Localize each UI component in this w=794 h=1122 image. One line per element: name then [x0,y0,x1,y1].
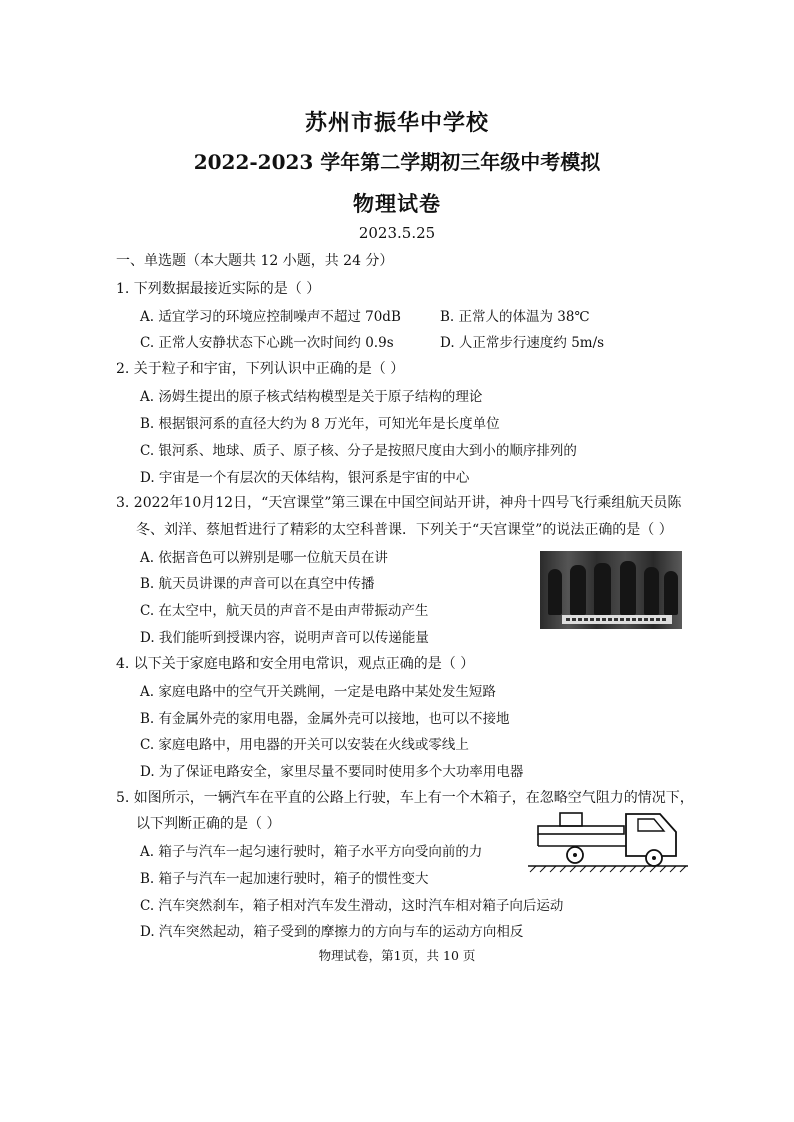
section-heading: 一、单选题（本大题共 12 小题，共 24 分） [116,253,394,269]
school-title: 苏州市振华中学校 [304,110,489,136]
question-2-option-a: A. 汤姆生提出的原子核式结构模型是关于原子结构的理论 [140,389,483,405]
subject-title: 物理试卷 [353,191,441,216]
question-5-stem-line1: 5. 如图所示，一辆汽车在平直的公路上行驶，车上有一个木箱子，在忽略空气阻力的情况下， [116,790,694,806]
question-1-stem: 1. 下列数据最接近实际的是（ ） [116,281,321,297]
question-2-option-b: B. 根据银河系的直径大约为 8 万光年，可知光年是长度单位 [140,416,500,432]
question-4-option-b: B. 有金属外壳的家用电器，金属外壳可以接地，也可以不接地 [140,711,510,727]
question-4-option-a: A. 家庭电路中的空气开关跳闸，一定是电路中某处发生短路 [140,684,496,700]
exam-date: 2023.5.25 [358,224,436,242]
question-3-stem-line1: 3. 2022年10月12日，“天宫课堂”第三课在中国空间站开讲，神舟十四号飞行乘组航天员陈 [116,495,682,511]
question-1-option-a: A. 适宜学习的环境应控制噪声不超过 70dB [140,309,401,325]
classroom-photo [540,551,682,629]
question-1-option-d: D. 人正常步行速度约 5m/s [440,335,605,351]
question-2-stem: 2. 关于粒子和宇宙，下列认识中正确的是（ ） [116,361,405,377]
question-4-stem: 4. 以下关于家庭电路和安全用电常识，观点正确的是（ ） [116,656,475,672]
truck-diagram [520,800,692,876]
question-2-option-c: C. 银河系、地球、质子、原子核、分子是按照尺度由大到小的顺序排列的 [140,443,577,459]
question-5-option-c: C. 汽车突然刹车，箱子相对汽车发生滑动，这时汽车相对箱子向后运动 [140,898,564,914]
question-4-option-d: D. 为了保证电路安全，家里尽量不要同时使用多个大功率用电器 [140,764,524,780]
question-5-option-a: A. 箱子与汽车一起匀速行驶时，箱子水平方向受向前的力 [140,844,483,860]
question-5-option-b: B. 箱子与汽车一起加速行驶时，箱子的惯性变大 [140,871,429,887]
question-3-option-b: B. 航天员讲课的声音可以在真空中传播 [140,576,375,592]
question-2-option-d: D. 宇宙是一个有层次的天体结构，银河系是宇宙的中心 [140,470,470,486]
question-5-stem-line2: 以下判断正确的是（ ） [136,816,281,832]
question-1-option-b: B. 正常人的体温为 38℃ [440,309,590,325]
question-1-option-c: C. 正常人安静状态下心跳一次时间约 0.9s [140,335,394,351]
question-3-option-a: A. 依据音色可以辨别是哪一位航天员在讲 [140,550,388,566]
question-5-option-d: D. 汽车突然起动，箱子受到的摩擦力的方向与车的运动方向相反 [140,924,524,940]
page-footer: 物理试卷，第1页，共 10 页 [318,948,476,963]
question-3-option-d: D. 我们能听到授课内容，说明声音可以传递能量 [140,630,429,646]
exam-title: 2022-2023 学年第二学期初三年级中考模拟 [193,150,601,174]
question-4-option-c: C. 家庭电路中，用电器的开关可以安装在火线或零线上 [140,737,469,753]
question-3-option-c: C. 在太空中，航天员的声音不是由声带振动产生 [140,603,429,619]
question-3-stem-line2: 冬、刘洋、蔡旭哲进行了精彩的太空科普课．下列关于“天宫课堂”的说法正确的是（ ） [136,522,673,538]
